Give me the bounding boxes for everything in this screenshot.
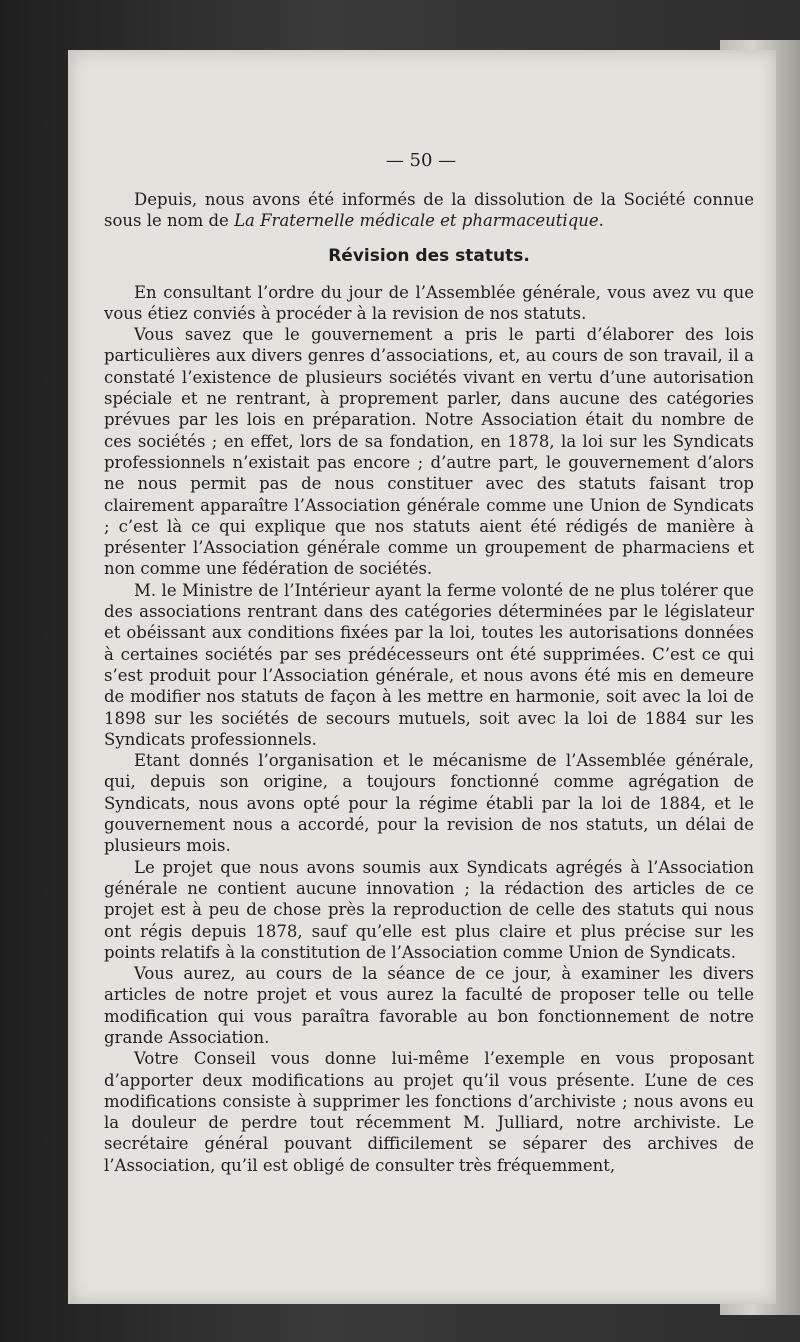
page-number: — 50 — [385, 150, 457, 171]
intro-text-after: . [598, 211, 604, 231]
paragraph-seance: Vous aurez, au cours de la séance de ce jour, à examiner les divers articles de notre projet et vous aurez la faculté de proposer telle ou telle modification qui vous paraîtra favorable au bon fonctionnement de notre grande Association. [104, 964, 754, 1047]
paragraph-organisation: Etant donnés l’organisation et le mécanisme de l’Assemblée générale, qui, depuis son origine, a toujours fonctionné comme agrégation de Syndicats, nous avons opté pour la régime établi par la loi de 1884, et le gouvernement nous a accordé, pour la revision de nos statuts, un délai de plusieurs mois. [104, 751, 754, 856]
page-content [104, 150, 754, 1176]
intro-paragraph [104, 189, 754, 232]
paragraph-ordre-du-jour: En consultant l’ordre du jour de l’Assemblée générale, vous avez vu que vous étiez conviés à procéder à la revision de nos statuts. [104, 282, 754, 323]
intro-text-before: Depuis, nous avons été informés de la dissolution de la Société connue sous le nom de [104, 190, 754, 231]
intro-italic-name: La Fraternelle médicale et pharmaceutique [234, 211, 599, 231]
section-heading: Révision des statuts. [328, 245, 530, 266]
paragraph-ministre: M. le Ministre de l’Intérieur ayant la ferme volonté de ne plus tolérer que des associations rentrant dans des catégories déterminées par le législateur et obéissant aux conditions fixées par la loi, toutes les autorisations données à certaines sociétés par ses prédécesseurs ont été supprimées. C’est ce qui s’est produit pour l’Association générale, et nous avons été mis en demeure de modifier nos statuts de façon à les mettre en harmonie, soit avec la loi de 1898 sur les sociétés de secours mutuels, soit avec la loi de 1884 sur les Syndicats professionnels. [104, 580, 754, 749]
paragraph-conseil: Votre Conseil vous donne lui-même l’exemple en vous proposant d’apporter deux modifications au projet qu’il vous présente. L’une de ces modifications consiste à supprimer les fonctions d’archiviste ; nous avons eu la douleur de perdre tout récemment M. Julliard, notre archiviste. Le secrétaire général pouvant difficilement se séparer des archives de l’Association, qu’il est obligé de consulter très fréquemment, [104, 1049, 754, 1175]
paragraph-gouvernement: Vous savez que le gouvernement a pris le parti d’élaborer des lois particulières aux divers genres d’associations, et, au cours de son travail, il a constaté l’existence de plusieurs sociétés vivant en vertu d’une autorisation spéciale et ne rentrant, à proprement parler, dans aucune des catégories prévues par les lois en préparation. Notre Association était du nombre de ces sociétés ; en effet, lors de sa fondation, en 1878, la loi sur les Syndicats professionnels n’existait pas encore ; d’autre part, le gouvernement d’alors ne nous permit pas de nous constituer avec des statuts faisant trop clairement apparaître l’Association générale comme une Union de Syndicats ; c’est là ce qui explique que nos statuts aient été rédigés de manière à présenter l’Association générale comme un groupement de pharmaciens et non comme une fédération de sociétés. [104, 325, 754, 579]
paragraph-projet: Le projet que nous avons soumis aux Syndicats agrégés à l’Association générale ne contient aucune innovation ; la rédaction des articles de ce projet est à peu de chose près la reproduction de celle des statuts qui nous ont régis depuis 1878, sauf qu’elle est plus claire et plus précise sur les points relatifs à la constitution de l’Association comme Union de Syndicats. [104, 857, 754, 962]
